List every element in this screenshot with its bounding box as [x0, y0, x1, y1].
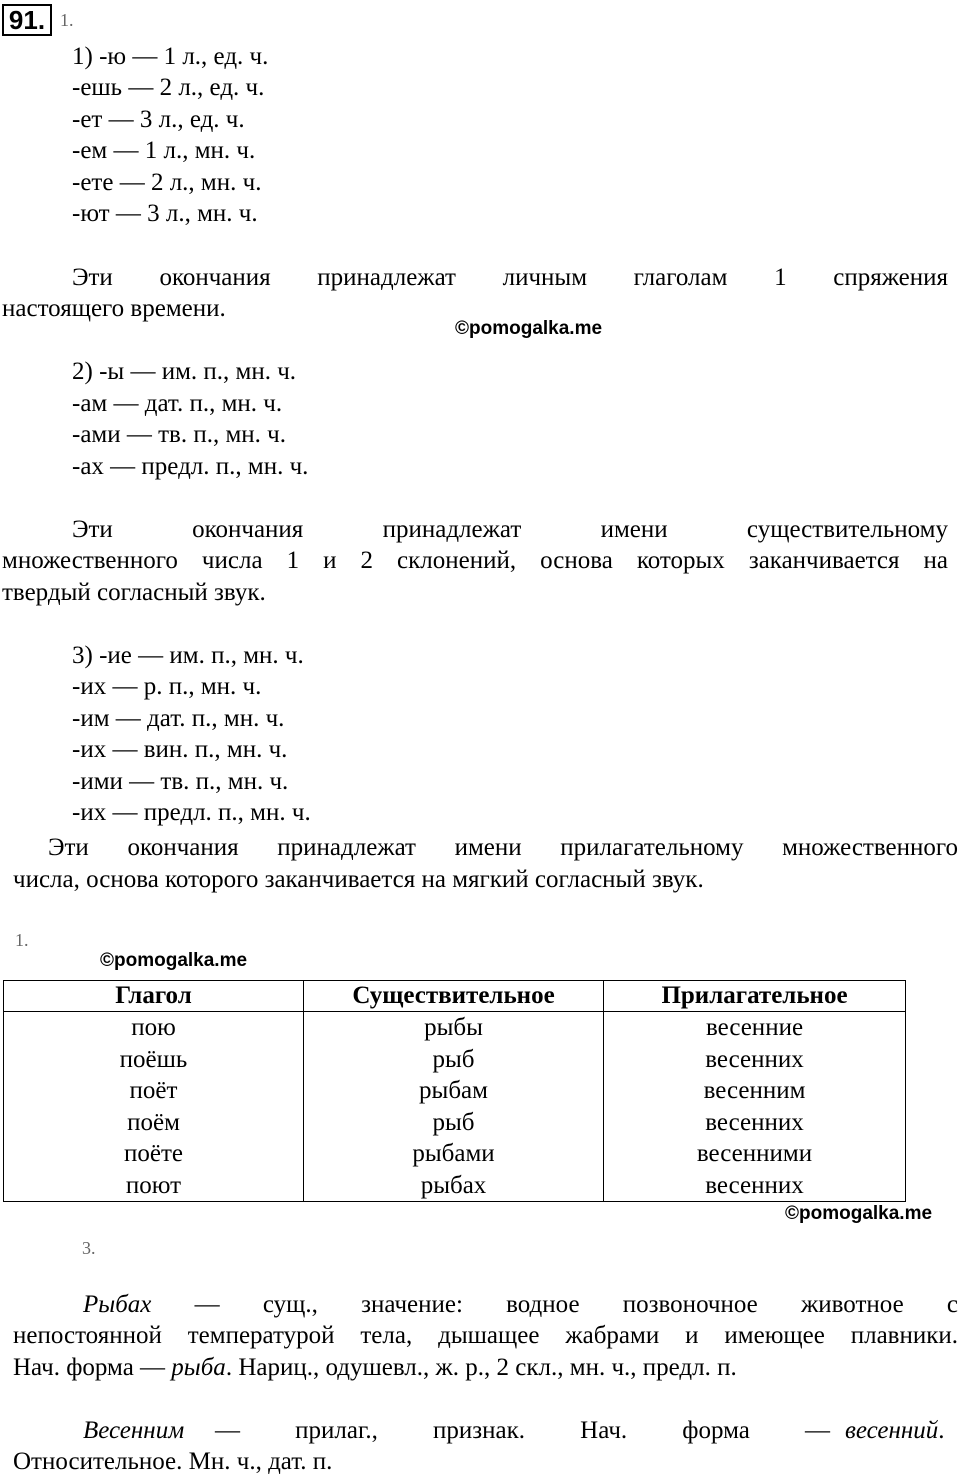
table-cell: рыбы [304, 1012, 604, 1044]
subtask-label: 3. [82, 1238, 96, 1258]
column-header-noun: Существительное [304, 981, 604, 1012]
initial-form: весенний [845, 1417, 939, 1444]
ending-line: -ах — предл. п., мн. ч. [72, 453, 309, 480]
table-row [4, 1044, 906, 1076]
analysis-text: Относительное. Мн. ч., дат. п. [13, 1448, 333, 1475]
table-cell: поёшь [4, 1044, 304, 1076]
analyzed-word: Весенним [83, 1417, 185, 1444]
table-cell: рыбам [304, 1075, 604, 1107]
ending-line: -ешь — 2 л., ед. ч. [72, 74, 265, 101]
ending-line: -ам — дат. п., мн. ч. [72, 390, 283, 417]
ending-line: -ами — тв. п., мн. ч. [72, 421, 287, 448]
table-cell: поём [4, 1107, 304, 1139]
exercise-number: 91. [2, 4, 52, 36]
table-cell: весенних [604, 1044, 906, 1076]
table-row [4, 1107, 906, 1139]
ending-line: -их — предл. п., мн. ч. [72, 799, 311, 826]
analysis-line [13, 1352, 737, 1384]
ending-line: -ет — 3 л., ед. ч. [72, 106, 245, 133]
table-row [4, 1138, 906, 1170]
watermark: ©pomogalka.me [785, 1203, 933, 1224]
table-row [4, 1075, 906, 1107]
ending-line: 2) -ы — им. п., мн. ч. [72, 358, 297, 385]
table-cell: поёте [4, 1138, 304, 1170]
ending-line: -их — вин. п., мн. ч. [72, 736, 288, 763]
word-forms-table [3, 980, 906, 1202]
watermark: ©pomogalka.me [100, 950, 248, 971]
ending-line: -ими — тв. п., мн. ч. [72, 768, 289, 795]
subtask-label: 1. [60, 10, 74, 30]
table-cell: весенних [604, 1107, 906, 1139]
explanation-text: числа, основа которого заканчивается на мягкий согласный звук. [13, 866, 704, 893]
analysis-text: — прилаг., признак. Нач. форма — [215, 1417, 830, 1444]
table-cell: пою [4, 1012, 304, 1044]
table-cell: поют [4, 1170, 304, 1202]
analysis-line [83, 1289, 958, 1321]
explanation-text: Эти окончания принадлежат имени существительному [72, 516, 948, 543]
table-cell: весенние [604, 1012, 906, 1044]
explanation-text: настоящего времени. [2, 295, 226, 322]
column-header-verb: Глагол [4, 981, 304, 1012]
table-cell: рыбами [304, 1138, 604, 1170]
table-cell: рыбах [304, 1170, 604, 1202]
analysis-text: Нач. форма — [13, 1354, 172, 1381]
watermark: ©pomogalka.me [455, 318, 603, 339]
ending-line: 1) -ю — 1 л., ед. ч. [72, 43, 269, 70]
analysis-text: — сущ., значение: водное позвоночное животное с [194, 1291, 958, 1318]
table-cell: весенних [604, 1170, 906, 1202]
ending-line: 3) -ие — им. п., мн. ч. [72, 642, 304, 669]
table-cell: рыб [304, 1107, 604, 1139]
table-cell: поёт [4, 1075, 304, 1107]
explanation-text: твердый согласный звук. [2, 579, 266, 606]
explanation-text: Эти окончания принадлежат личным глаголам 1 спряжения [72, 264, 948, 291]
explanation-text: Эти окончания принадлежат имени прилагательному множественного [48, 834, 958, 861]
analysis-text: . [938, 1417, 945, 1444]
ending-line: -ете — 2 л., мн. ч. [72, 169, 262, 196]
table-row [4, 1170, 906, 1202]
table-cell: весенним [604, 1075, 906, 1107]
ending-line: -ют — 3 л., мн. ч. [72, 200, 258, 227]
analysis-text: . Нариц., одушевл., ж. р., 2 скл., мн. ч., предл. п. [225, 1354, 737, 1381]
ending-line: -ем — 1 л., мн. ч. [72, 137, 256, 164]
ending-line: -им — дат. п., мн. ч. [72, 705, 285, 732]
subtask-label: 1. [15, 930, 29, 950]
column-header-adjective: Прилагательное [604, 981, 906, 1012]
analysis-text: непостоянной температурой тела, дышащее жабрами и имеющее плавники. [13, 1322, 958, 1349]
table-cell: весенними [604, 1138, 906, 1170]
table-cell: рыб [304, 1044, 604, 1076]
table-row [4, 1012, 906, 1044]
table-header-row [4, 981, 906, 1012]
initial-form: рыба [171, 1354, 226, 1381]
ending-line: -их — р. п., мн. ч. [72, 673, 262, 700]
analyzed-word: Рыбах [83, 1291, 152, 1318]
explanation-text: множественного числа 1 и 2 склонений, основа которых заканчивается на [2, 547, 948, 574]
